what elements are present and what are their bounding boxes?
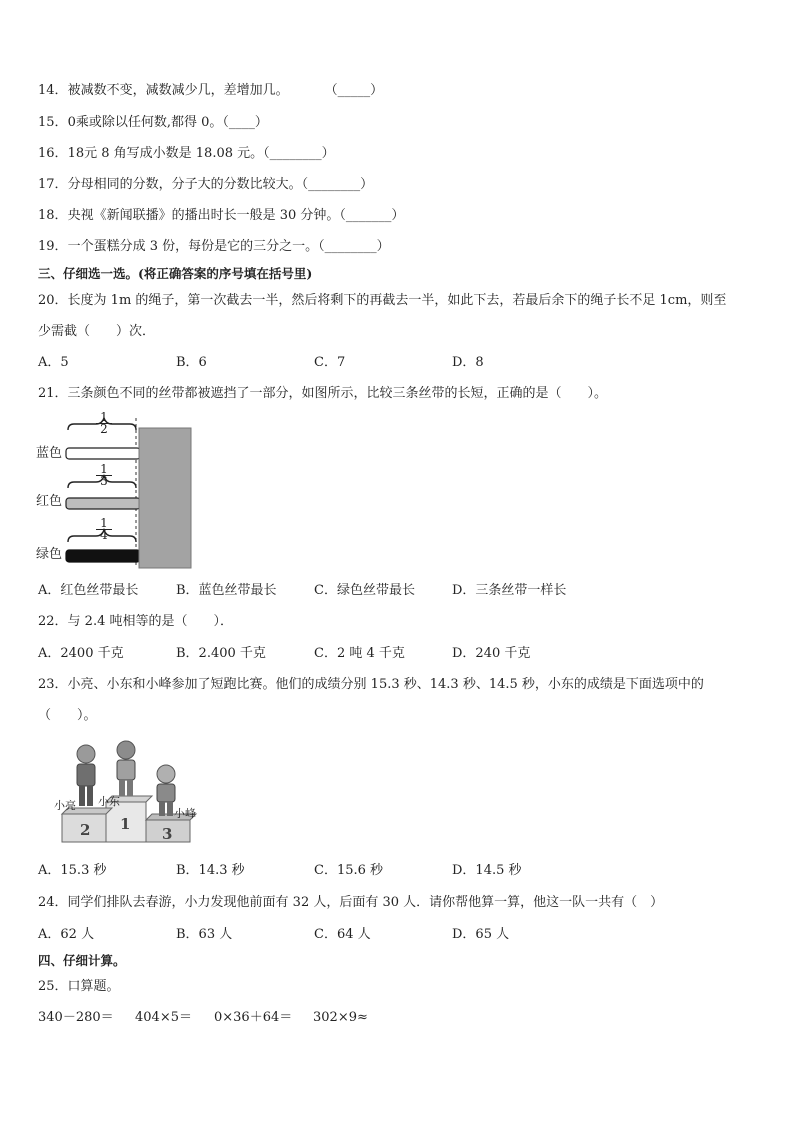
question-text: 被减数不变，减数减少几，差增加几。: [67, 83, 289, 98]
fraction-2-den: 3: [96, 475, 112, 487]
boy-left-body: [77, 764, 95, 786]
question-22-text: 22．与 2.4 吨相等的是（ ）．: [38, 614, 233, 629]
name-xiaofeng: 小峰: [174, 807, 196, 820]
answer-blank[interactable]: （________）: [318, 239, 390, 254]
question-20-line2: 少需截（ ）次．: [38, 324, 156, 339]
question-24-text: 24．同学们排队去春游，小力发现他前面有 32 人，后面有 30 人．请你帮他算一算，他这一队一共有（ ）: [38, 895, 664, 910]
boy-left-leg-r: [87, 786, 93, 806]
q22-option-d[interactable]: D．240 千克: [452, 646, 531, 661]
name-xiaoliang: 小亮: [54, 799, 76, 812]
boy-right-leg-r: [167, 802, 173, 816]
q23-option-a[interactable]: A．15.3 秒: [38, 863, 107, 878]
question-number: 15: [38, 115, 55, 130]
place-3: 3: [162, 825, 173, 843]
question-text: 0乘或除以任何数,都得 0。: [67, 115, 223, 130]
q20-option-c[interactable]: C．7: [314, 355, 346, 370]
fraction-1-den: 2: [96, 423, 112, 435]
cover-block: [139, 428, 191, 568]
ribbon-red: [66, 498, 140, 509]
question-number: 18: [38, 208, 55, 223]
question-text: 18元 8 角写成小数是 18.08 元。: [67, 146, 264, 161]
question-16: 16．18元 8 角写成小数是 18.08 元。（________）: [38, 146, 335, 161]
q21-option-d[interactable]: D．三条丝带一样长: [452, 583, 567, 598]
fraction-3-num: 1: [100, 516, 108, 530]
q22-option-c[interactable]: C．2 吨 4 千克: [314, 646, 405, 661]
q20-option-b[interactable]: B．6: [176, 355, 207, 370]
q20-option-a[interactable]: A．5: [38, 355, 69, 370]
question-number: 16: [38, 146, 55, 161]
boy-right-head: [157, 765, 175, 783]
question-text: 央视《新闻联播》的播出时长一般是 30 分钟。: [67, 208, 340, 223]
q21-option-c[interactable]: C．绿色丝带最长: [314, 583, 415, 598]
ribbon-label-red: 红色: [36, 494, 63, 509]
boy-right-body: [157, 784, 175, 802]
question-20-line1: 20．长度为 1m 的绳子，第一次截去一半，然后将剩下的再截去一半，如此下去，若最后余下的绳子长不足 1cm，则至: [38, 293, 727, 308]
q24-option-b[interactable]: B．63 人: [176, 927, 233, 942]
ribbon-blue: [66, 448, 140, 459]
fraction-1: [96, 412, 112, 435]
question-17: 17．分母相同的分数，分子大的分数比较大。（________）: [38, 177, 374, 192]
podium-figure: [54, 738, 204, 846]
place-2: 2: [80, 821, 91, 839]
calc-item-3: 0×36＋64＝: [214, 1010, 293, 1025]
answer-blank[interactable]: （________）: [301, 177, 374, 192]
q22-option-b[interactable]: B．2.400 千克: [176, 646, 266, 661]
q23-option-b[interactable]: B．14.3 秒: [176, 863, 245, 878]
answer-blank[interactable]: （________）: [263, 146, 335, 161]
question-text: 一个蛋糕分成 3 份，每份是它的三分之一。: [67, 239, 319, 254]
ribbon-label-green: 绿色: [36, 547, 63, 562]
q24-option-a[interactable]: A．62 人: [38, 927, 95, 942]
q21-option-b[interactable]: B．蓝色丝带最长: [176, 583, 277, 598]
question-number: 19: [38, 239, 55, 254]
question-25-text: 25．口算题。: [38, 979, 120, 994]
question-21-text: 21．三条颜色不同的丝带都被遮挡了一部分，如图所示，比较三条丝带的长短，正确的是（ ）。: [38, 386, 608, 401]
q22-option-a[interactable]: A．2400 千克: [38, 646, 124, 661]
calc-item-4: 302×9≈: [313, 1010, 368, 1025]
boy-left-head: [77, 745, 95, 763]
question-23-line1: 23．小亮、小东和小峰参加了短跑比赛。他们的成绩分别 15.3 秒、14.3 秒、14.5 秒，小东的成绩是下面选项中的: [38, 677, 704, 692]
question-18: 18．央视《新闻联播》的播出时长一般是 30 分钟。（_______）: [38, 208, 405, 223]
question-text: 分母相同的分数，分子大的分数比较大。: [67, 177, 302, 192]
fraction-1-num: 1: [100, 410, 108, 424]
q23-option-d[interactable]: D．14.5 秒: [452, 863, 522, 878]
ribbon-label-blue: 蓝色: [36, 446, 63, 461]
fraction-2: [96, 464, 112, 487]
fraction-3: [96, 518, 112, 541]
calc-item-1: 340－280＝: [38, 1010, 114, 1025]
q24-option-d[interactable]: D．65 人: [452, 927, 510, 942]
ribbon-green: [66, 550, 140, 562]
calc-item-2: 404×5＝: [135, 1010, 192, 1025]
boy-left-leg-l: [79, 786, 85, 806]
q24-option-c[interactable]: C．64 人: [314, 927, 371, 942]
q21-option-a[interactable]: A．红色丝带最长: [38, 583, 139, 598]
name-xiaodong: 小东: [98, 795, 120, 808]
question-14: 14．被减数不变，减数减少几，差增加几。 （_____）: [38, 83, 384, 98]
boy-middle-head: [117, 741, 135, 759]
question-23-line2: （ ）。: [38, 708, 97, 723]
section-4-title: 四、仔细计算。: [38, 953, 126, 968]
fraction-3-den: 4: [96, 529, 112, 541]
question-number: 14: [38, 83, 55, 98]
question-number: 17: [38, 177, 55, 192]
boy-right-leg-l: [159, 802, 165, 816]
answer-blank[interactable]: （_______）: [339, 208, 405, 223]
boy-middle-body: [117, 760, 135, 780]
fraction-2-num: 1: [100, 462, 108, 476]
q20-option-d[interactable]: D．8: [452, 355, 484, 370]
answer-blank[interactable]: （____）: [222, 115, 268, 130]
question-19: 19．一个蛋糕分成 3 份，每份是它的三分之一。（________）: [38, 239, 390, 254]
ribbon-figure: [34, 410, 194, 572]
answer-blank[interactable]: （_____）: [324, 83, 384, 98]
section-3-title: 三、仔细选一选。(将正确答案的序号填在括号里): [38, 266, 313, 281]
place-1: 1: [120, 815, 131, 833]
boy-middle-leg-r: [127, 780, 133, 796]
question-15: 15．0乘或除以任何数,都得 0。（____）: [38, 115, 268, 130]
q23-option-c[interactable]: C．15.6 秒: [314, 863, 384, 878]
